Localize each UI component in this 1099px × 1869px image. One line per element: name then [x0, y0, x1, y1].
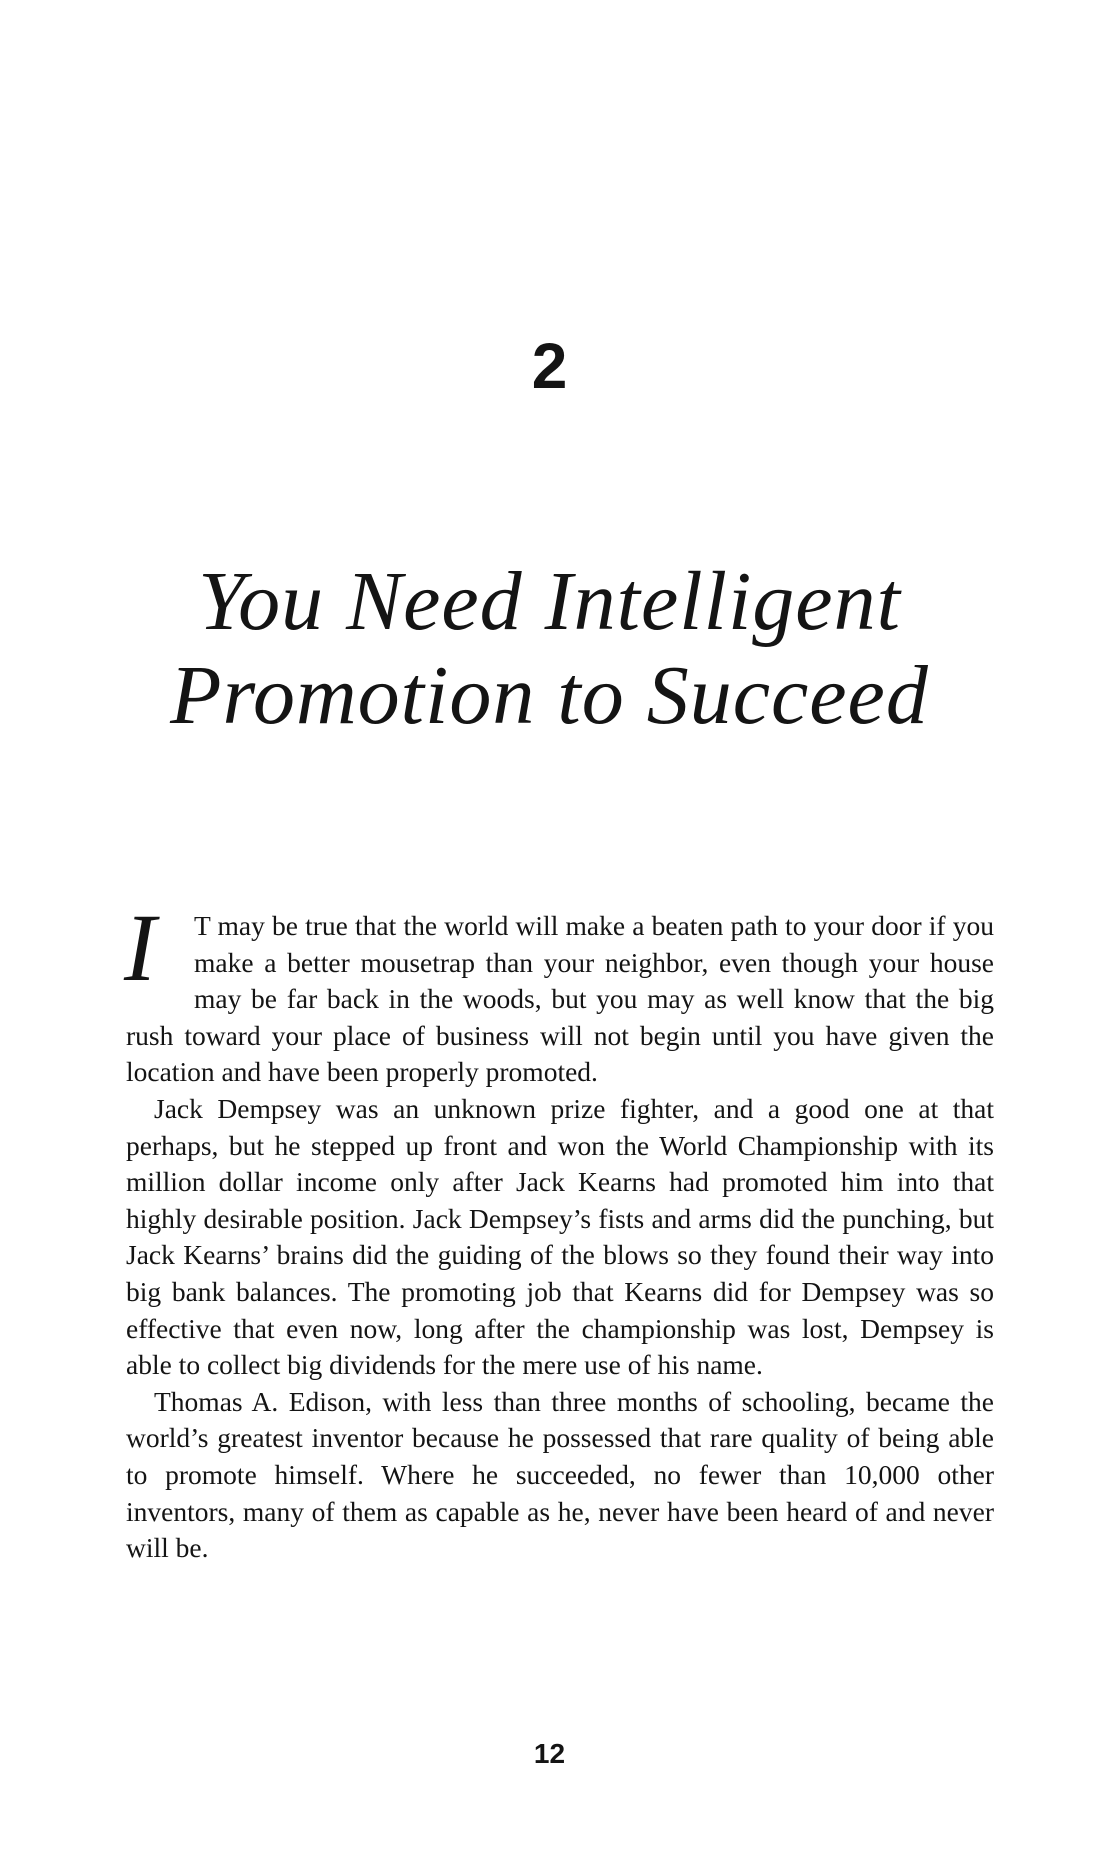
chapter-title-line-1: You Need Intelligent: [198, 555, 901, 648]
paragraph-1-text: T may be true that the world will make a beaten path to your door if you make a better mousetrap than your neighbor, even though your house may be far back in the woods, but you may as well know that the big rush toward your place of business will not begin until you have given the location and have been properly promoted.: [126, 910, 994, 1088]
chapter-number: 2: [531, 330, 568, 402]
chapter-title: [0, 555, 1099, 743]
paragraph-3: Thomas A. Edison, with less than three months of schooling, became the world’s greatest inventor because he possessed that rare quality of being able to promote himself. Where he succeeded, no fewer than 10,000 other inventors, many of them as capable as he, never have been heard of and never will be.: [126, 1385, 994, 1564]
chapter-title-line-2: Promotion to Succeed: [170, 649, 929, 742]
paragraph-1: [124, 894, 994, 1091]
page-number: 12: [533, 1738, 566, 1769]
drop-cap-letter: I: [124, 894, 156, 1001]
chapter-body: [124, 894, 994, 1567]
paragraph-2: Jack Dempsey was an unknown prize fighter, and a good one at that perhaps, but he stepped up front and won the World Championship with its million dollar income only after Jack Kearns had promoted him into that highly desirable position. Jack Dempsey’s fists and arms did the punching, but Jack Kearns’ brains did the guiding of the blows so they found their way into big bank balances. The promoting job that Kearns did for Dempsey was so effective that even now, long after the championship was lost, Dempsey is able to collect big dividends for the mere use of his name.: [126, 1092, 994, 1381]
